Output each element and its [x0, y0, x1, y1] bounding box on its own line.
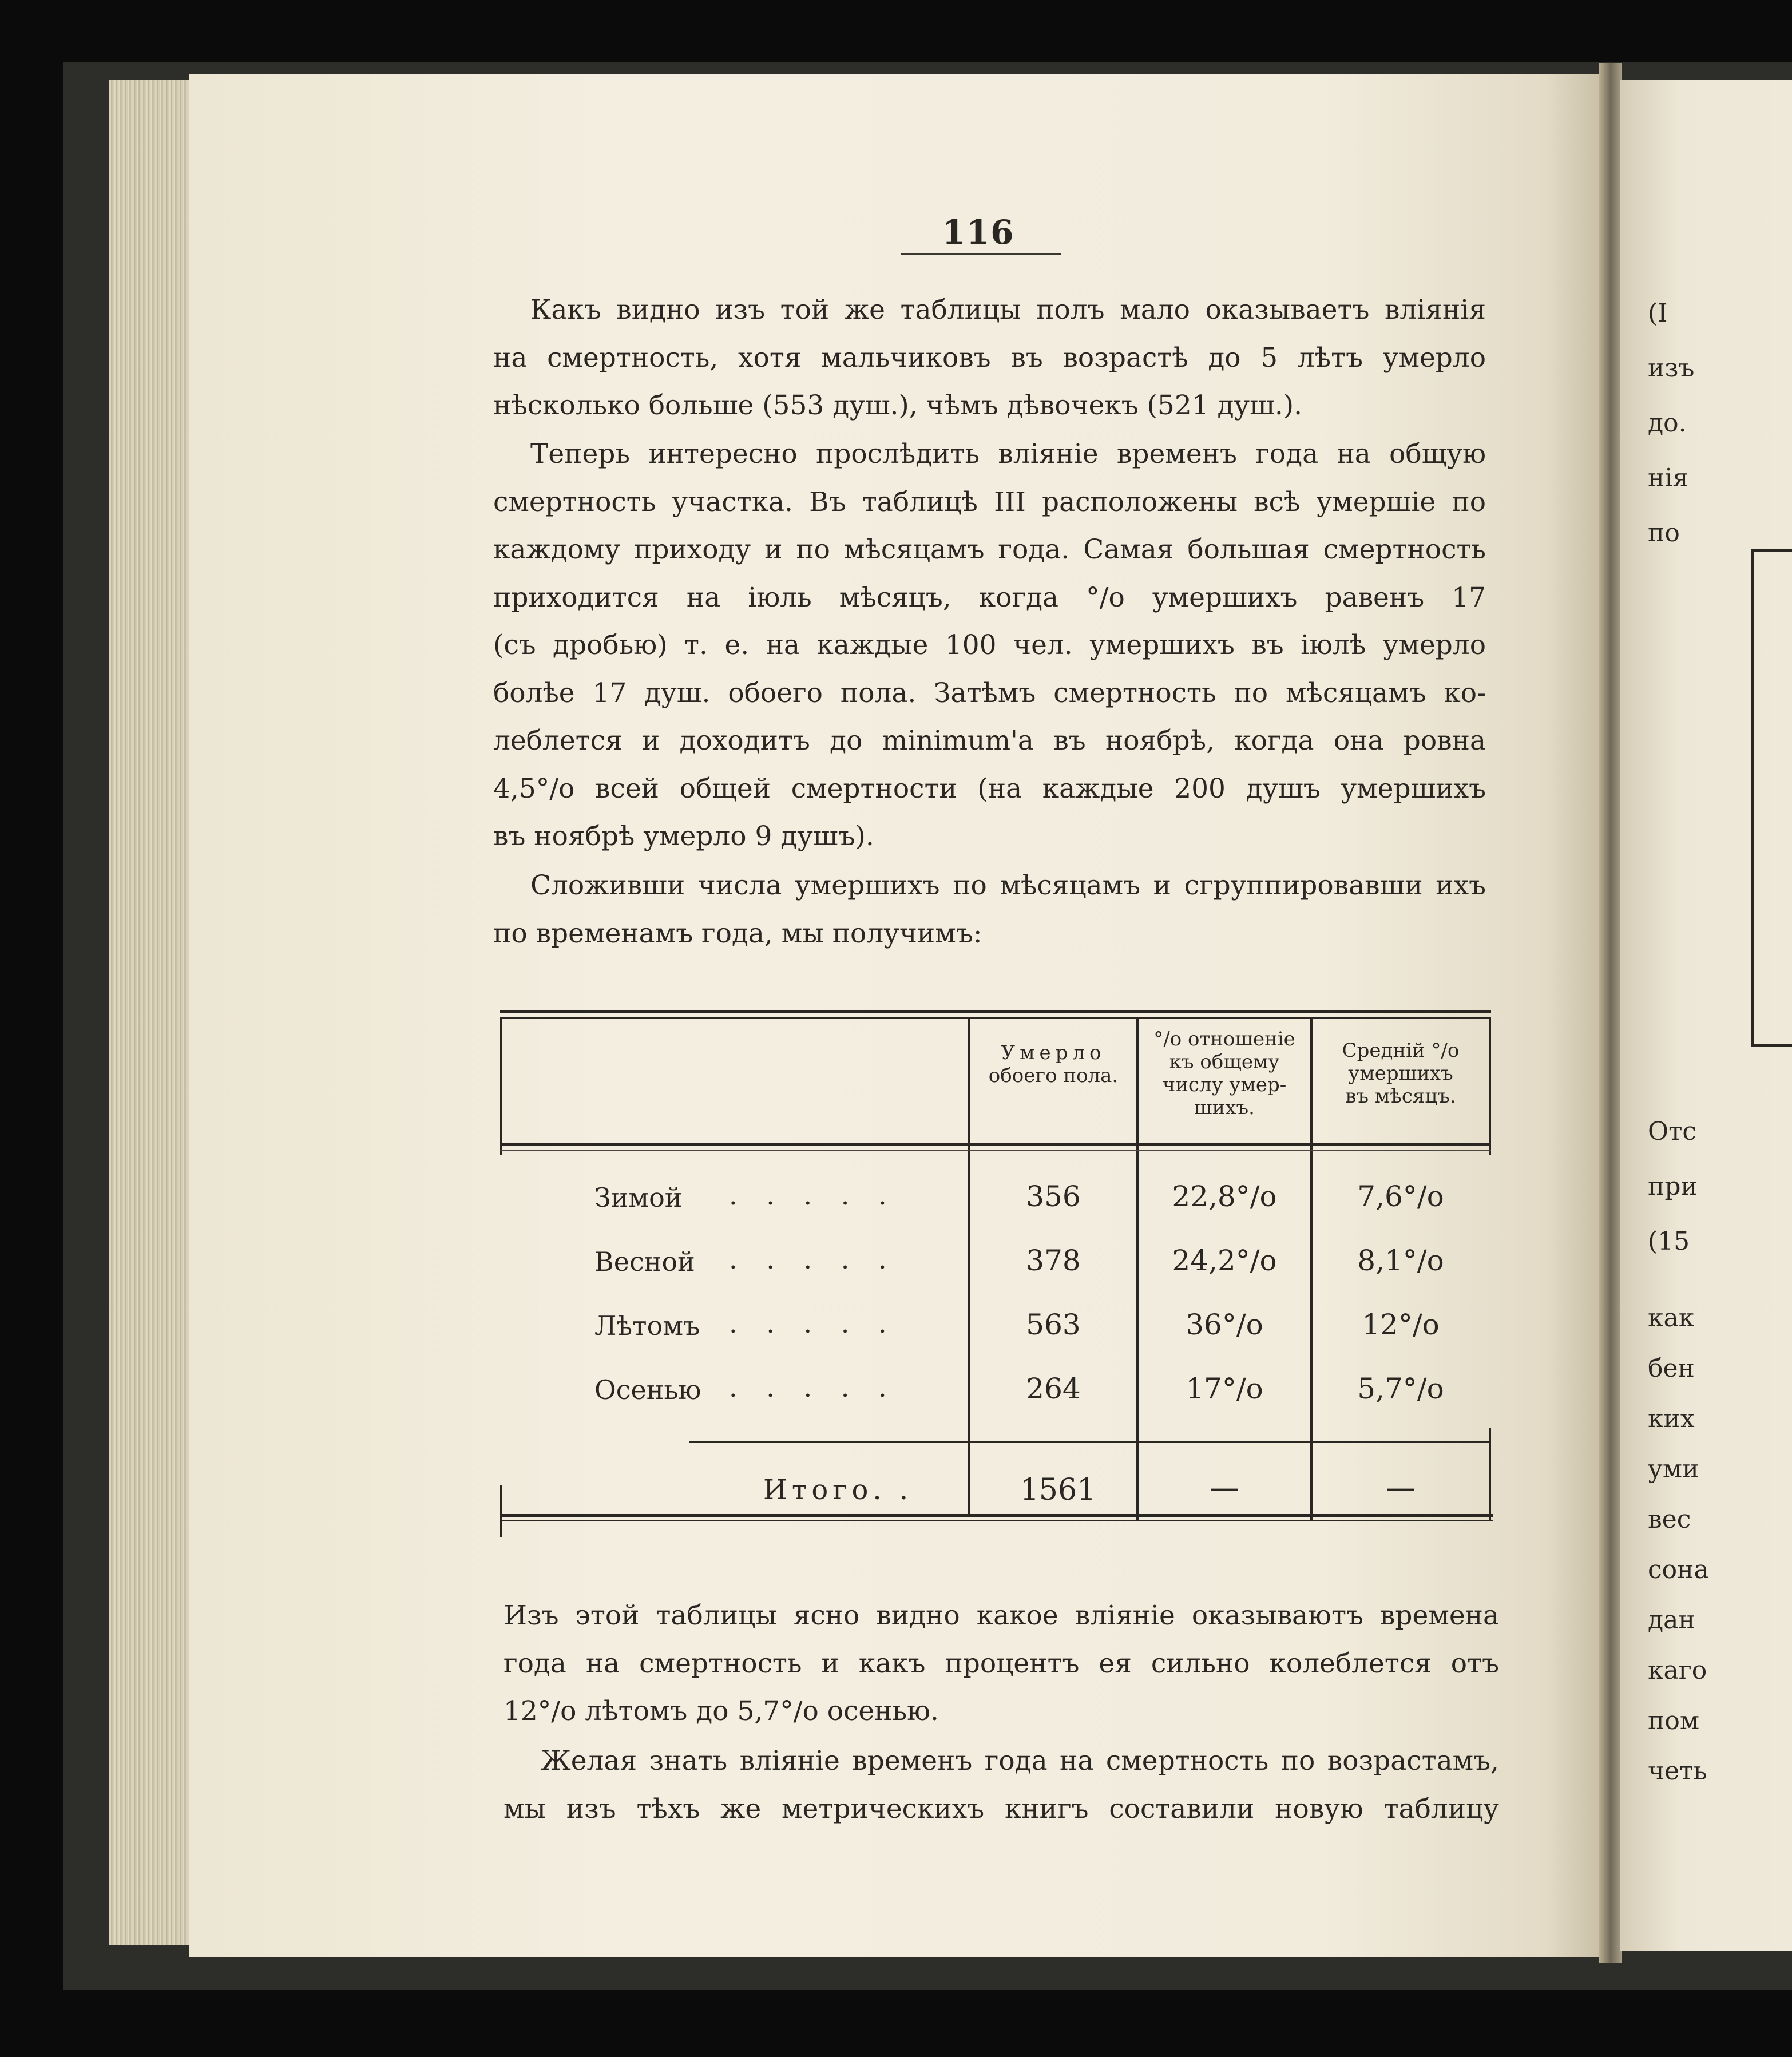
- paragraph-5: [503, 1737, 1499, 1833]
- paragraph-3: [493, 862, 1486, 957]
- table-header-died: [970, 1041, 1136, 1087]
- table-header-percent: [1139, 1028, 1310, 1119]
- text-line: Сложивши числа умершихъ по мѣсяцамъ и сгруппировавши ихъ: [530, 870, 1486, 901]
- table-row-season: Лѣтомъ: [594, 1310, 700, 1341]
- header-line: къ общему: [1169, 1051, 1280, 1073]
- paragraph-1: [493, 286, 1486, 430]
- text-line: 4,5°/o всей общей смертности (на каждые 200 душъ умершихъ: [493, 772, 1486, 804]
- table-row-season: Весной: [594, 1246, 695, 1277]
- text-line: по временамъ года, мы получимъ:: [493, 917, 982, 949]
- table-cell-died: 378: [1026, 1244, 1081, 1277]
- text-line: Какъ видно изъ той же таблицы полъ мало оказываетъ вліянія: [530, 294, 1486, 326]
- header-line: обоего пола.: [988, 1064, 1119, 1087]
- table-cell-percent: 17°/o: [1186, 1372, 1263, 1405]
- table-rule: [500, 1010, 1491, 1013]
- right-page-fragments-lower: [1648, 1293, 1709, 1797]
- header-line: въ мѣсяцъ.: [1345, 1085, 1456, 1108]
- text-fragment: бен: [1648, 1354, 1695, 1383]
- text-fragment: нія: [1648, 463, 1689, 493]
- table-rule: [500, 1017, 1491, 1019]
- page-number-rule: [901, 253, 1061, 255]
- header-line: числу умер-: [1162, 1073, 1287, 1096]
- seasonal-mortality-table: [500, 1010, 1493, 1543]
- text-fragment: уми: [1648, 1454, 1699, 1484]
- table-cell-died: 356: [1026, 1180, 1081, 1213]
- text-fragment: при: [1648, 1172, 1698, 1201]
- text-line: въ ноябрѣ умерло 9 душъ).: [493, 821, 874, 852]
- table-row-dots: . . . . .: [729, 1372, 897, 1403]
- paragraph-4: [503, 1592, 1499, 1735]
- text-fragment: (15: [1648, 1227, 1690, 1256]
- table-vertical-line: [500, 1485, 502, 1537]
- text-line: года на смертность и какъ процентъ ея сильно колеблется отъ: [503, 1647, 1499, 1679]
- text-line: Теперь интересно прослѣдить вліяніе временъ года на общую: [530, 438, 1486, 470]
- table-cell-monthly: 12°/o: [1362, 1308, 1440, 1341]
- text-line: мы изъ тѣхъ же метрическихъ книгъ составили новую таблицу: [503, 1793, 1499, 1825]
- table-rule: [500, 1150, 1491, 1151]
- text-line: смертность участка. Въ таблицѣ III расположены всѣ умершіе по: [493, 486, 1486, 518]
- text-fragment: по: [1648, 518, 1680, 548]
- text-fragment: пом: [1648, 1706, 1700, 1735]
- table-cell-percent: 22,8°/o: [1172, 1180, 1277, 1213]
- text-line: Изъ этой таблицы ясно видно какое вліяніе оказываютъ времена: [503, 1600, 1499, 1631]
- text-line: 12°/o лѣтомъ до 5,7°/o осенью.: [503, 1695, 939, 1727]
- right-page-fragments-top: [1648, 286, 1694, 561]
- table-vertical-line: [1489, 1017, 1491, 1155]
- table-cell-percent: 24,2°/o: [1172, 1244, 1277, 1277]
- header-line: °/o отношеніе: [1153, 1028, 1295, 1051]
- text-fragment: четь: [1648, 1757, 1707, 1786]
- text-line: каждому приходу и по мѣсяцамъ года. Самая большая смертность: [493, 534, 1486, 565]
- book-gutter: [1599, 63, 1622, 1963]
- right-page-fragments-middle: [1648, 1104, 1698, 1269]
- table-cell-monthly: 7,6°/o: [1357, 1180, 1444, 1213]
- table-cell-monthly: 5,7°/o: [1357, 1372, 1444, 1405]
- text-fragment: вес: [1648, 1505, 1691, 1534]
- table-total-rule: [689, 1441, 1490, 1443]
- table-row-season: Зимой: [594, 1182, 683, 1213]
- text-line: на смертность, хотя мальчиковъ въ возрастѣ до 5 лѣтъ умерло: [493, 342, 1486, 374]
- text-line: нѣсколько больше (553 душ.), чѣмъ дѣвочекъ (521 душ.).: [493, 390, 1303, 421]
- text-fragment: дан: [1648, 1606, 1695, 1635]
- text-line: приходится на іюль мѣсяцъ, когда °/o умершихъ равенъ 17: [493, 581, 1486, 613]
- table-cell-monthly: 8,1°/o: [1357, 1244, 1444, 1277]
- table-rule: [500, 1520, 1493, 1521]
- header-line: Средній °/o: [1342, 1039, 1460, 1062]
- table-total-percent: —: [1210, 1471, 1239, 1505]
- table-rule: [500, 1514, 1493, 1517]
- text-fragment: Отс: [1648, 1117, 1697, 1146]
- table-row-dots: . . . . .: [729, 1308, 897, 1339]
- header-line: умершихъ: [1348, 1062, 1453, 1085]
- table-cell-died: 264: [1026, 1372, 1081, 1405]
- text-line: Желая знать вліяніе временъ года на смертность по возрастамъ,: [541, 1745, 1499, 1777]
- text-fragment: до.: [1648, 409, 1687, 438]
- text-fragment: (I: [1648, 299, 1668, 328]
- table-row-dots: . . . . .: [729, 1244, 897, 1275]
- text-line: леблется и доходитъ до minimum'а въ ноябрѣ, когда она ровна: [493, 725, 1486, 756]
- table-header-monthly: [1313, 1039, 1489, 1108]
- text-fragment: каго: [1648, 1656, 1707, 1685]
- table-row-season: Осенью: [594, 1374, 701, 1405]
- header-line: шихъ.: [1194, 1096, 1255, 1119]
- header-line: Умерло: [1001, 1041, 1106, 1064]
- right-page-table-edge: [1751, 549, 1792, 1047]
- text-line: болѣе 17 душ. обоего пола. Затѣмъ смертность по мѣсяцамъ ко-: [493, 677, 1486, 709]
- text-fragment: как: [1648, 1303, 1695, 1333]
- text-line: (съ дробью) т. е. на каждые 100 чел. умершихъ въ іюлѣ умерло: [493, 629, 1486, 661]
- table-rule: [500, 1143, 1491, 1146]
- table-cell-died: 563: [1026, 1308, 1081, 1341]
- page-number: 116: [942, 213, 1015, 252]
- paragraph-2: [493, 430, 1486, 861]
- table-vertical-line: [500, 1017, 502, 1155]
- text-fragment: ких: [1648, 1404, 1695, 1433]
- table-total-label: Итого. .: [763, 1474, 913, 1506]
- table-total-died: 1561: [1020, 1473, 1096, 1507]
- text-fragment: изъ: [1648, 354, 1695, 383]
- text-fragment: сона: [1648, 1555, 1709, 1584]
- table-total-monthly: —: [1386, 1471, 1416, 1505]
- table-row-dots: . . . . .: [729, 1180, 897, 1211]
- table-cell-percent: 36°/o: [1186, 1308, 1263, 1341]
